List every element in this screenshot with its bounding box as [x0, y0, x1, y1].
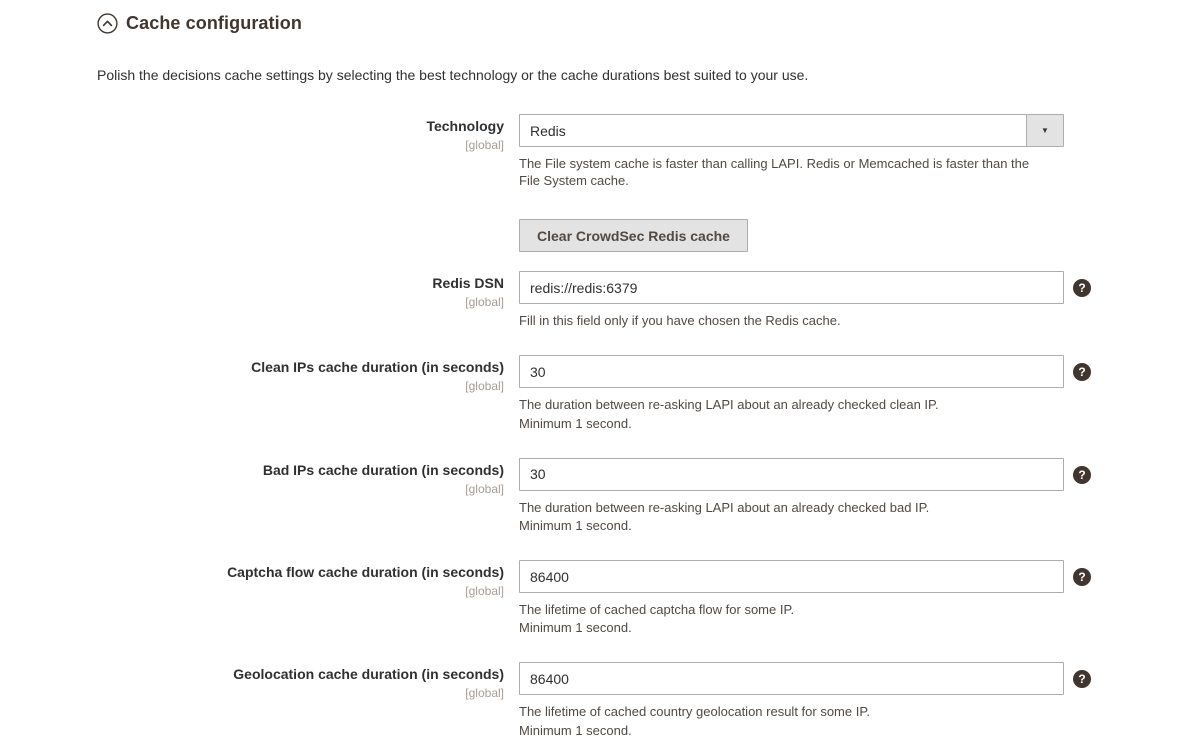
- field-row-bad-ips-duration: [97, 458, 1200, 534]
- clean-ips-note-minimum: Minimum 1 second.: [519, 415, 632, 431]
- redis-dsn-control-block: [519, 271, 1159, 329]
- clean-ips-label-block: [97, 355, 519, 431]
- geolocation-note-minimum: Minimum 1 second.: [519, 722, 632, 738]
- field-row-clean-ips-duration: [97, 355, 1200, 431]
- technology-selected-option: Redis: [530, 122, 566, 139]
- technology-scope-label: [global]: [465, 138, 504, 152]
- field-row-geolocation-duration: [97, 662, 1200, 738]
- field-row-redis-dsn: [97, 271, 1200, 329]
- collapse-icon[interactable]: [97, 13, 118, 34]
- bad-ips-note-minimum: Minimum 1 second.: [519, 517, 632, 533]
- captcha-flow-label: Captcha flow cache duration (in seconds): [227, 564, 504, 581]
- section-header[interactable]: [97, 13, 1200, 34]
- geolocation-label-block: [97, 662, 519, 738]
- geolocation-label: Geolocation cache duration (in seconds): [233, 666, 504, 683]
- redis-dsn-label-block: [97, 271, 519, 329]
- clean-ips-note: The duration between re-asking LAPI about an already checked clean IP.: [519, 397, 939, 413]
- technology-label-block: [97, 114, 519, 189]
- redis-dsn-scope-label: [global]: [465, 295, 504, 310]
- captcha-flow-label-block: [97, 560, 519, 636]
- bad-ips-scope-label: [global]: [465, 481, 504, 496]
- clear-cache-label-spacer: [97, 219, 519, 252]
- bad-ips-note: The duration between re-asking LAPI about an already checked bad IP.: [519, 499, 930, 515]
- geolocation-scope-label: [global]: [465, 686, 504, 701]
- bad-ips-duration-input[interactable]: [519, 458, 1064, 491]
- captcha-flow-duration-input[interactable]: [519, 560, 1064, 593]
- captcha-flow-control-block: [519, 560, 1159, 636]
- help-icon[interactable]: ?: [1073, 670, 1091, 688]
- help-icon[interactable]: ?: [1073, 363, 1091, 381]
- bad-ips-label-block: [97, 458, 519, 534]
- redis-dsn-note: Fill in this field only if you have chosen the Redis cache.: [519, 313, 841, 329]
- section-title: Cache configuration: [126, 13, 302, 33]
- geolocation-duration-input[interactable]: [519, 662, 1064, 695]
- bad-ips-control-block: [519, 458, 1159, 534]
- technology-label: Technology: [426, 118, 504, 134]
- technology-note: The File system cache is faster than calling LAPI. Redis or Memcached is faster than the File System cache.: [519, 156, 1030, 189]
- technology-select[interactable]: [519, 114, 1064, 147]
- bad-ips-label: Bad IPs cache duration (in seconds): [262, 461, 504, 478]
- clean-ips-label: Clean IPs cache duration (in seconds): [251, 359, 504, 376]
- clean-ips-duration-input[interactable]: [519, 355, 1064, 388]
- clear-redis-cache-button[interactable]: Clear CrowdSec Redis cache: [519, 219, 748, 252]
- captcha-flow-note: The lifetime of cached captcha flow for some IP.: [519, 602, 795, 618]
- clean-ips-control-block: [519, 355, 1159, 431]
- geolocation-control-block: [519, 662, 1159, 738]
- field-row-technology: [97, 114, 1200, 189]
- field-row-captcha-flow-duration: [97, 560, 1200, 636]
- captcha-flow-scope-label: [global]: [465, 584, 504, 599]
- help-icon[interactable]: ?: [1073, 466, 1091, 484]
- redis-dsn-label: Redis DSN: [432, 275, 504, 292]
- cache-config-form: [97, 114, 1200, 739]
- help-icon[interactable]: ?: [1073, 279, 1091, 297]
- field-row-clear-cache: [97, 219, 1200, 252]
- captcha-flow-note-minimum: Minimum 1 second.: [519, 620, 632, 636]
- technology-control-block: [519, 114, 1159, 189]
- redis-dsn-input[interactable]: [519, 271, 1064, 304]
- help-icon[interactable]: ?: [1073, 568, 1091, 586]
- section-description: Polish the decisions cache settings by selecting the best technology or the cache durations best suited to your use.: [97, 67, 809, 83]
- clean-ips-scope-label: [global]: [465, 379, 504, 394]
- clear-cache-control-block: [519, 219, 1159, 252]
- chevron-down-icon[interactable]: ▼: [1026, 115, 1063, 146]
- geolocation-note: The lifetime of cached country geolocation result for some IP.: [519, 704, 870, 720]
